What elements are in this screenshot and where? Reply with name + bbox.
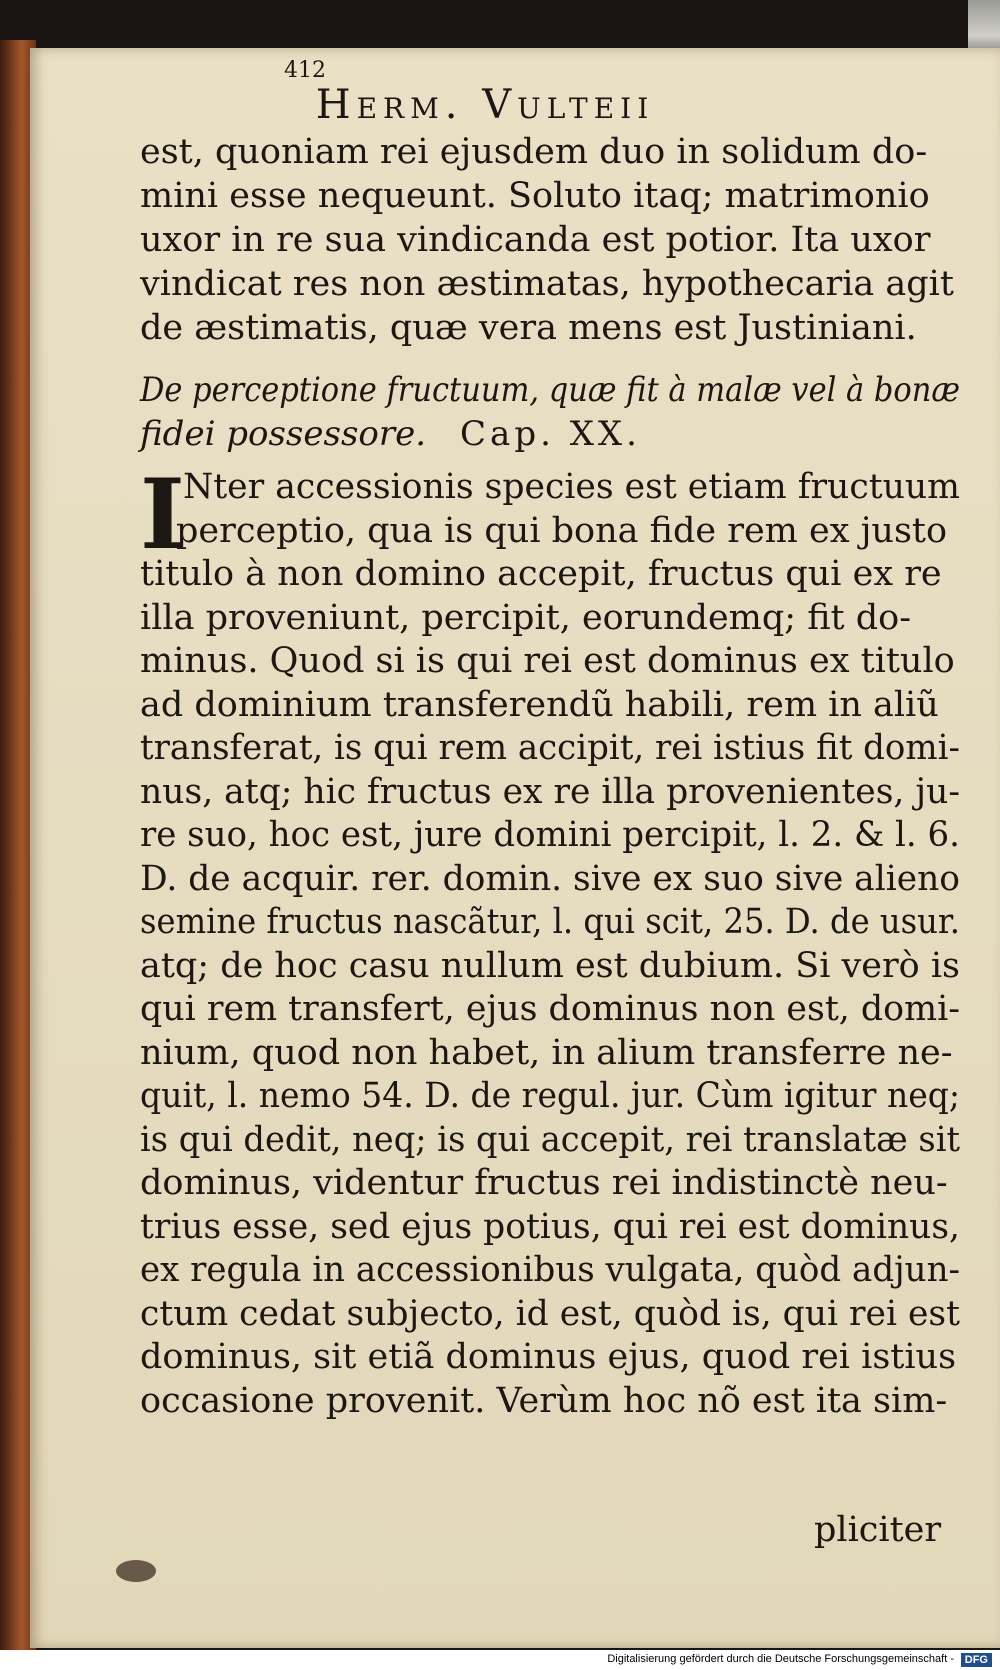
chapter-rubric-line2 bbox=[140, 414, 641, 454]
text-line: trius esse, sed ejus potius, qui rei est dominus, bbox=[140, 1206, 960, 1247]
text-line: occasione provenit. Verùm hoc nõ est ita sim- bbox=[140, 1380, 948, 1421]
text-line: illa proveniunt, percipit, eorundemq; fit do- bbox=[140, 597, 912, 638]
text-line: uxor in re sua vindicanda est potior. Ita uxor bbox=[140, 220, 931, 260]
text-line: nus, atq; hic fructus ex re illa provenientes, ju- bbox=[140, 771, 960, 812]
dfg-logo: DFG bbox=[961, 1653, 992, 1667]
text-line: D. de acquir. rer. domin. sive ex suo sive alieno bbox=[140, 858, 960, 899]
ink-stain bbox=[116, 1560, 156, 1582]
text-line: atq; de hoc casu nullum est dubium. Si verò is bbox=[140, 945, 960, 986]
text-line: titulo à non domino accepit, fructus qui ex re bbox=[140, 554, 942, 594]
text-line: perceptio, qua is qui bona fide rem ex justo bbox=[176, 510, 948, 551]
footer-credit: Digitalisierung gefördert durch die Deutsche Forschungsgemeinschaft - bbox=[607, 1653, 954, 1665]
chapter-rubric-line1: De perceptione fructuum, quæ fit à malæ vel à bonæ bbox=[140, 370, 960, 410]
text-line: ad dominium transferendũ habili, rem in aliũ bbox=[140, 684, 939, 725]
text-line: dominus, sit etiã dominus ejus, quod rei istius bbox=[140, 1337, 957, 1377]
chapter-number: Cap. XX. bbox=[460, 414, 641, 454]
running-head bbox=[110, 58, 860, 128]
text-line: vindicat res non æstimatas, hypothecaria agit bbox=[140, 264, 954, 304]
text-line: est, quoniam rei ejusdem duo in solidum do- bbox=[140, 132, 928, 172]
chapter-rubric-title: fidei possessore. bbox=[140, 414, 427, 454]
catchword: pliciter bbox=[814, 1510, 942, 1550]
text-line: mini esse nequeunt. Soluto itaq; matrimonio bbox=[140, 176, 930, 216]
text-line: ctum cedat subjecto, id est, quòd is, qui rei est bbox=[140, 1293, 960, 1334]
drop-initial: I bbox=[140, 458, 185, 571]
running-head-text: Herm. Vulteii bbox=[315, 82, 655, 128]
text-line: de æstimatis, quæ vera mens est Justiniani. bbox=[140, 308, 917, 348]
text-line: dominus, videntur fructus rei indistinctè neu- bbox=[140, 1163, 948, 1203]
text-line: transferat, is qui rem accipit, rei istius fit domi- bbox=[140, 728, 960, 768]
text-line: Nter accessionis species est etiam fructuum bbox=[183, 467, 960, 507]
text-line: is qui dedit, neq; is qui accepit, rei translatæ sit bbox=[140, 1119, 960, 1160]
text-line: re suo, hoc est, jure domini percipit, l. 2. & l. 6. bbox=[140, 815, 960, 855]
text-line: ex regula in accessionibus vulgata, quòd adjun- bbox=[140, 1250, 960, 1290]
text-line: nium, quod non habet, in alium transferre ne- bbox=[140, 1032, 953, 1073]
text-line: qui rem transfert, ejus dominus non est, domi- bbox=[140, 989, 960, 1029]
text-line: minus. Quod si is qui rei est dominus ex titulo bbox=[140, 641, 955, 681]
page-number: 412 bbox=[284, 58, 326, 83]
text-line: quit, l. nemo 54. D. de regul. jur. Cùm igitur neq; bbox=[140, 1076, 960, 1116]
text-line: semine fructus nascãtur, l. qui scit, 25. D. de usur. bbox=[140, 902, 960, 942]
